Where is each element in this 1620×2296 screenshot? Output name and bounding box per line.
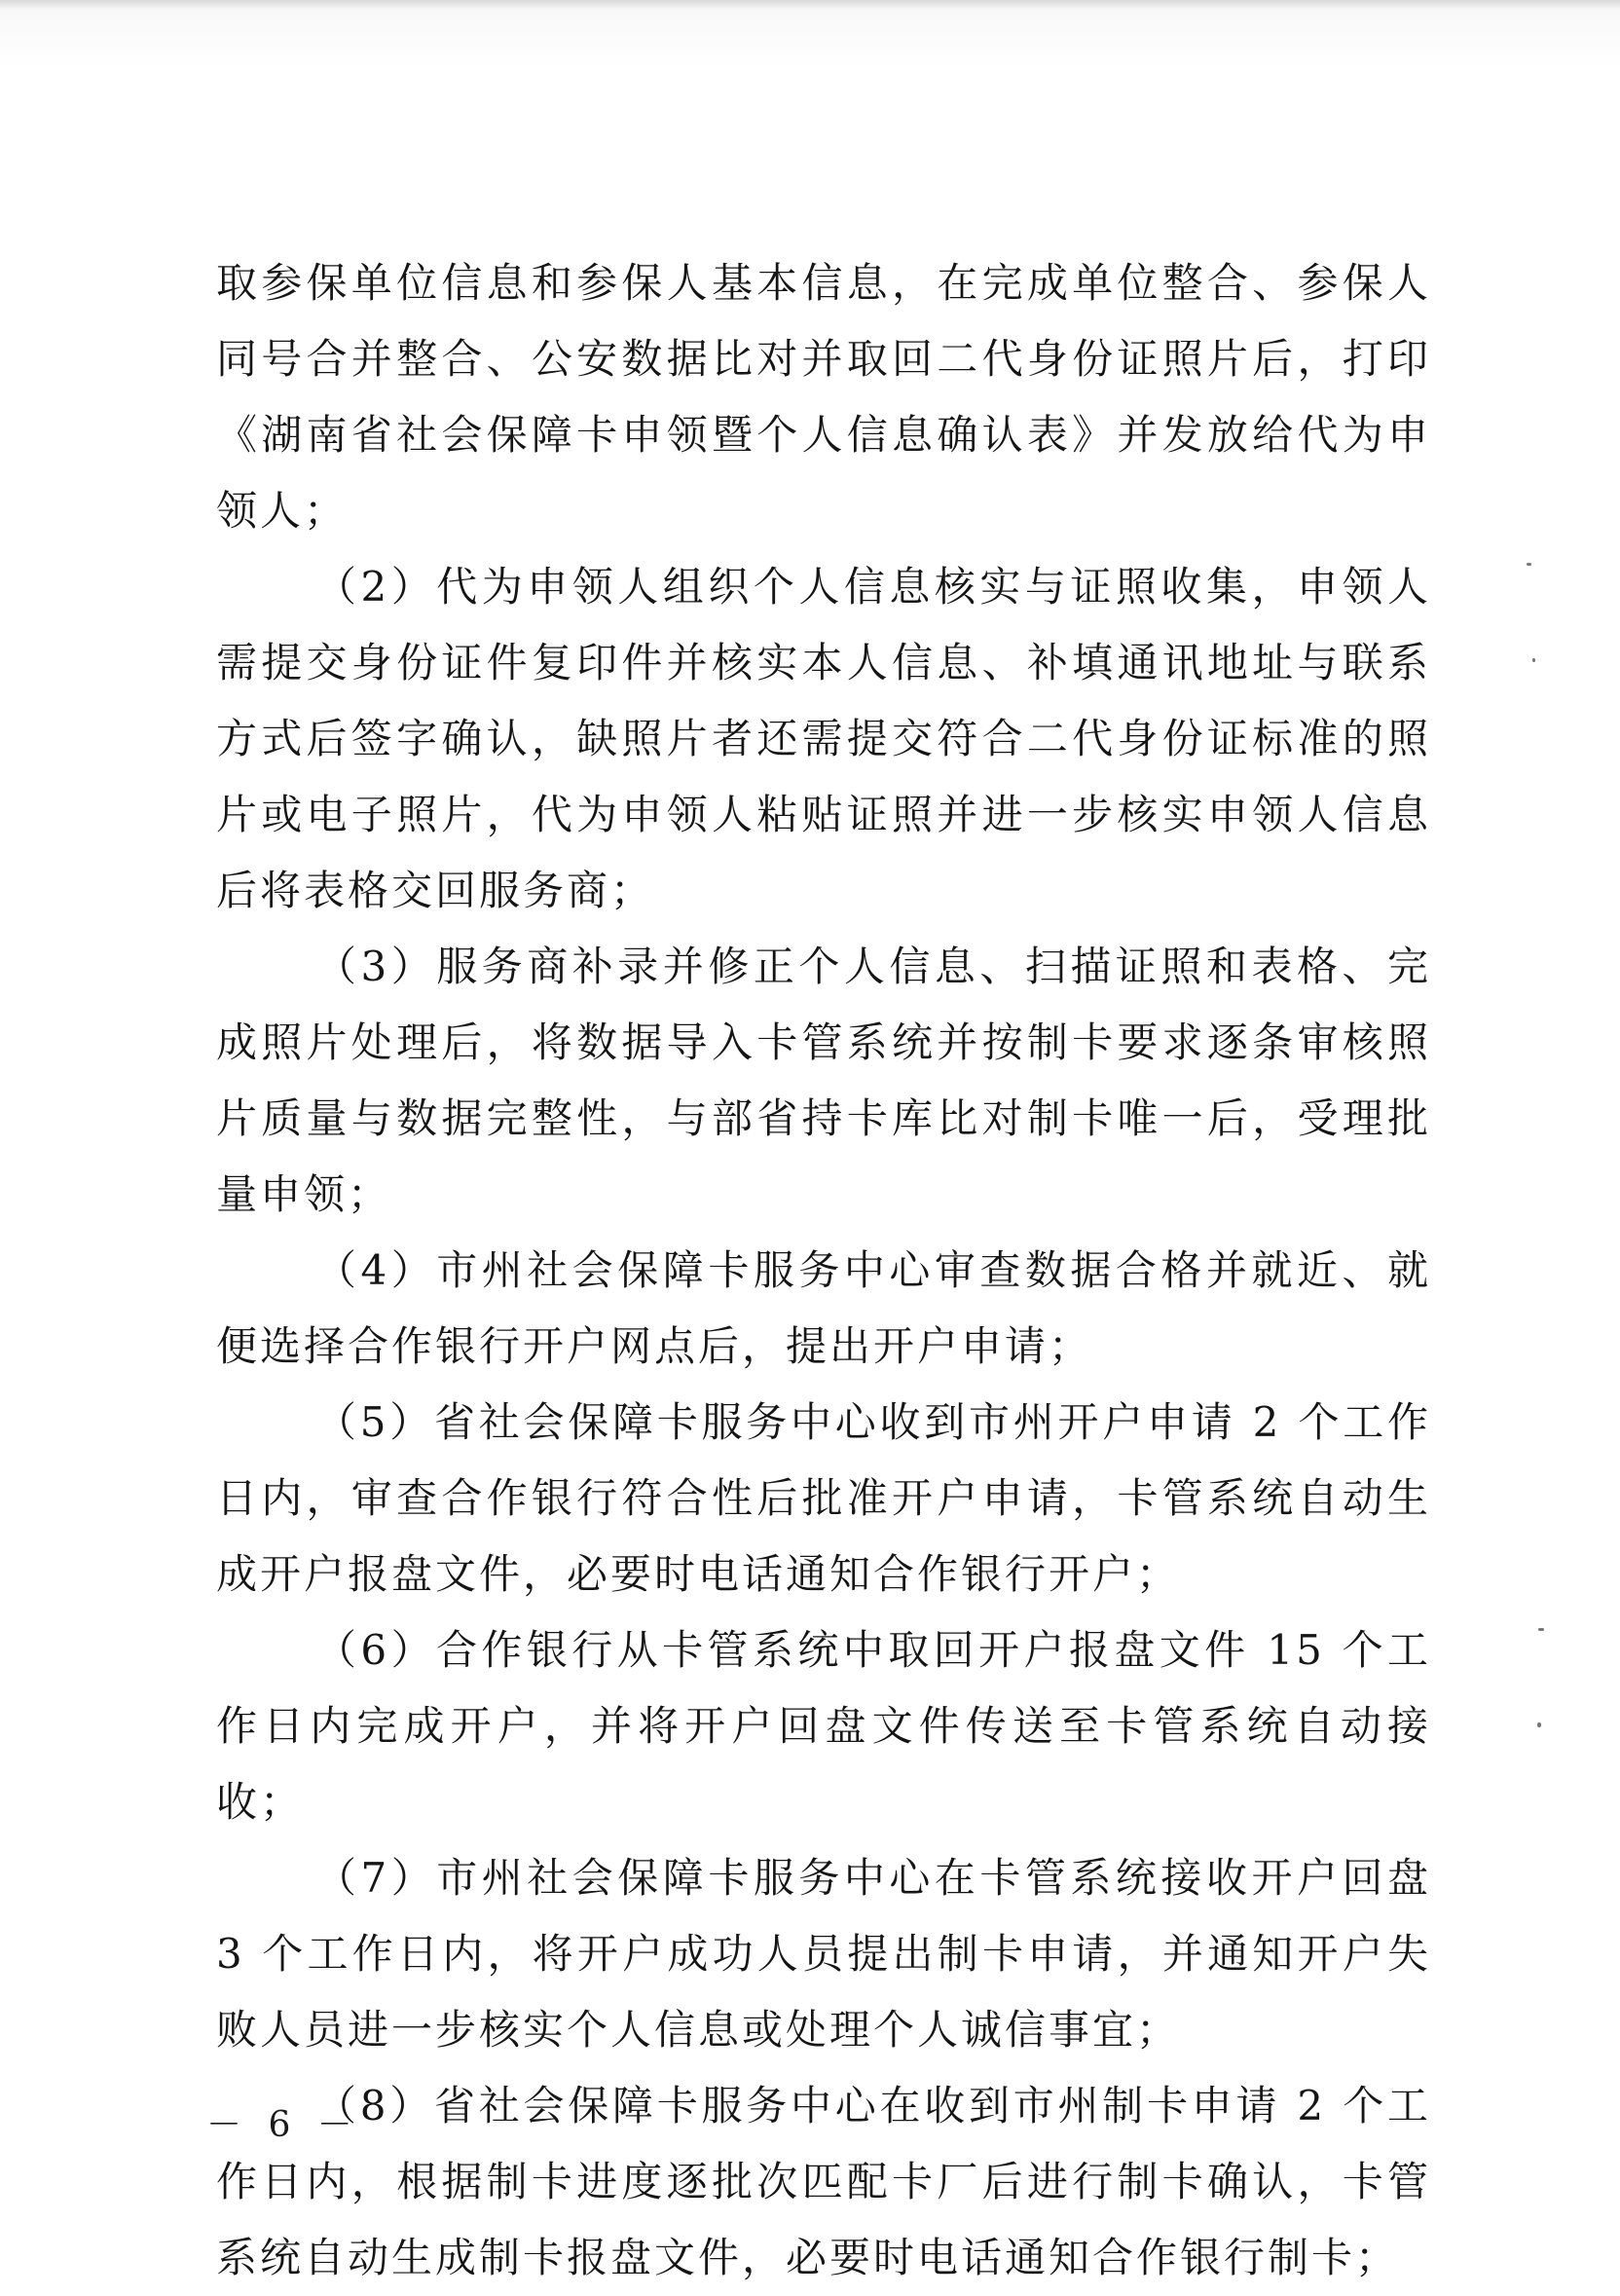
paragraph-step-8: （8）省社会保障卡服务中心在收到市州制卡申请 2 个工作日内，根据制卡进度逐批次匹配卡厂后进行制卡确认，卡管系统自动生成制卡报盘文件，必要时电话通知合作银行制卡；	[216, 2082, 1431, 2281]
paragraph-continuation: 取参保单位信息和参保人基本信息，在完成单位整合、参保人同号合并整合、公安数据比对并取回二代身份证照片后，打印《湖南省社会保障卡申领暨个人信息确认表》并发放给代为申领人；	[216, 259, 1431, 535]
paragraph-step-5: （5）省社会保障卡服务中心收到市州开户申请 2 个工作日内，审查合作银行符合性后批准开户申请，卡管系统自动生成开户报盘文件，必要时电话通知合作银行开户；	[216, 1398, 1431, 1598]
paragraph-step-4: （4）市州社会保障卡服务中心审查数据合格并就近、就便选择合作银行开户网点后，提出开户申请；	[216, 1246, 1431, 1370]
scan-top-edge	[0, 0, 1620, 10]
document-body	[216, 245, 1431, 2296]
paragraph-step-3: （3）服务商补录并修正个人信息、扫描证照和表格、完成照片处理后，将数据导入卡管系统并按制卡要求逐条审核照片质量与数据完整性，与部省持卡库比对制卡唯一后，受理批量申领；	[216, 943, 1431, 1218]
scan-dot	[1538, 1628, 1544, 1631]
page-number: － 6 －	[206, 2105, 360, 2145]
paragraph-step-6: （6）合作银行从卡管系统中取回开户报盘文件 15 个工作日内完成开户，并将开户回盘文件传送至卡管系统自动接收；	[216, 1626, 1431, 1826]
paragraph-step-7: （7）市州社会保障卡服务中心在卡管系统接收开户回盘 3 个工作日内，将开户成功人员提出制卡申请，并通知开户失败人员进一步核实个人信息或处理个人诚信事宜；	[216, 1854, 1431, 2054]
paragraph-step-2: （2）代为申领人组织个人信息核实与证照收集，申领人需提交身份证件复印件并核实本人信息、补填通讯地址与联系方式后签字确认，缺照片者还需提交符合二代身份证标准的照片或电子照片，代为申领人粘贴证照并进一步核实申领人信息后将表格交回服务商；	[216, 563, 1431, 914]
scan-dot	[1527, 563, 1531, 566]
scan-dot	[1537, 1722, 1541, 1727]
scan-dot	[1532, 658, 1535, 662]
